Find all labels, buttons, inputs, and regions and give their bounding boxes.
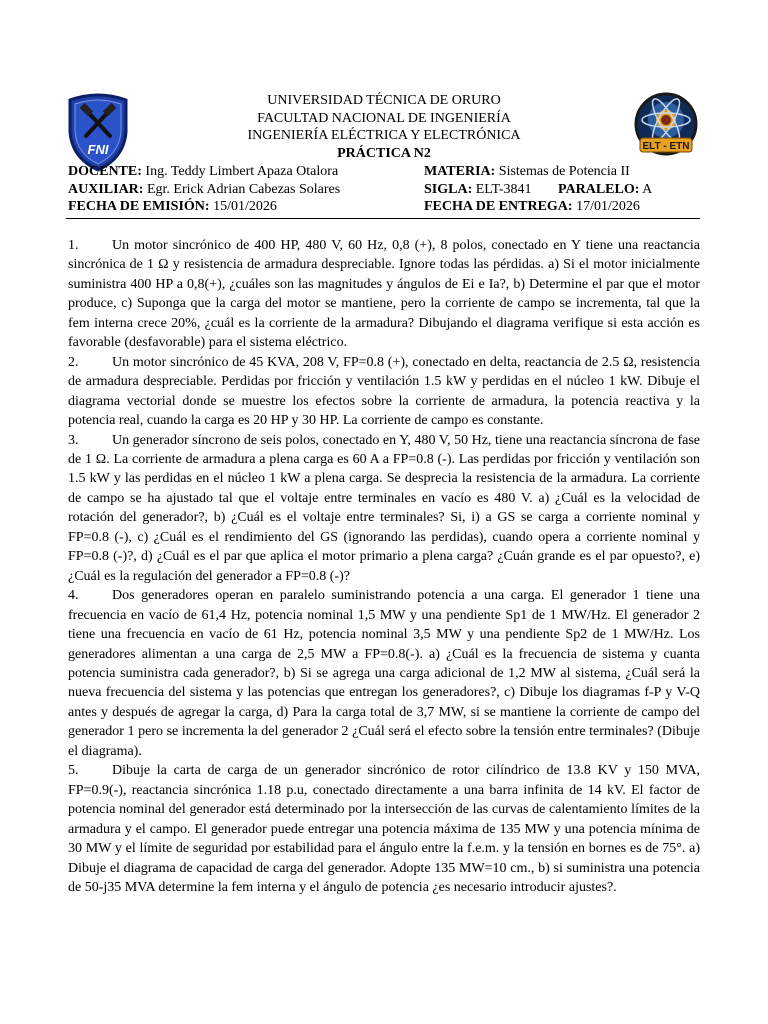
problem-number: 1. — [68, 238, 79, 253]
page-title: PRÁCTICA N2 — [337, 145, 431, 161]
elt-etn-logo-text: ELT - ETN — [642, 141, 690, 152]
sigla-label: SIGLA: — [424, 181, 473, 197]
problem-text: Dos generadores operan en paralelo suministrando potencia a una carga. El generador 1 tiene una frecuencia en vacío de 61,4 Hz, potencia nominal 1,5 MW y una pendiente Sp1 de 1 MW/Hz. El generador 2 tiene una frecuencia en vacío de 61 Hz, potencia nominal 3,5 MW y una pendiente Sp2 de 1 MW/Hz. Los generadores alimentan a una carga de 2,5 MW a FP=0.8(-). a) ¿Cuál es la frecuencia de sistema y cuanta potencia suministra cada generador?, b) Si se agrega una carga adicional de 1,2 MW al sistema, ¿Cuál será la nueva frecuencia del sistema y las potencias que entregan los generadores?, c) Dibuje los diagramas f-P y V-Q antes y después de agregar la carga, d) Para la carga total de 3,7 MW, si se mantiene la corriente de campo del generador 1 pero se incrementa la del generador 2 ¿Cuál será el efecto sobre la tensión entre terminales? (Dibuje el diagrama). — [68, 588, 700, 759]
docente-label: DOCENTE: — [68, 164, 142, 179]
entrega-label: FECHA DE ENTREGA: — [424, 199, 573, 214]
problem-list — [68, 236, 700, 897]
problem-item — [68, 586, 700, 761]
paralelo-label: PARALELO: — [558, 181, 640, 197]
fni-logo-text: FNI — [87, 142, 109, 157]
auxiliar-label: AUXILIAR: — [68, 181, 144, 197]
problem-number: 2. — [68, 354, 79, 370]
meta-row-fechas — [68, 198, 708, 216]
meta-row-docente — [68, 163, 708, 181]
problem-text: Un generador síncrono de seis polos, conectado en Y, 480 V, 50 Hz, tiene una reactancia síncrona de fase de 1 Ω. La corriente de armadura a plena carga es 60 A a FP=0.8 (-). Las perdidas por fricción y ventilación son 1.5 kW y las perdidas en el núcleo 1 kW a plena carga. Se desprecia la resistencia de la armadura. La corriente de campo se ha ajustado tal que el voltaje entre terminales en vacío es 480 V. a) ¿Cuál es la velocidad de rotación del generador?, b) ¿Cuál es el voltaje entre terminales? Si, i) a GS se carga a corriente nominal y FP=0.8 (-), c) ¿Cuál es el rendimiento del GS (ignorando las perdidas), cuando opera a corriente nominal y FP=0.8 (-)?, d) ¿Cuál es el par que aplica el motor primario a plena carga? ¿Cuán grande es el par opuesto?, e) ¿Cuál es la regulación del generador a FP=0.8 (-)? — [68, 432, 700, 584]
problem-number: 4. — [68, 588, 79, 604]
meta-row-auxiliar — [68, 181, 708, 199]
problem-item — [68, 353, 700, 431]
materia-value: Sistemas de Potencia II — [495, 164, 630, 179]
problem-item — [68, 431, 700, 587]
course-info — [68, 163, 708, 216]
problem-text: Un motor sincrónico de 45 KVA, 208 V, FP=0.8 (+), conectado en delta, reactancia de 2.5 Ω, resistencia de armadura despreciable. Perdidas por fricción y ventilación 1.5 kW y perdidas en el núcleo 1 kW. Dibuje el diagrama vectorial donde se muestre los efectos sobre la corriente de armadura, la potencia reactiva y la potencia real, cuando la carga es 20 HP y 30 HP. La corriente de campo es constante. — [68, 354, 700, 429]
docente-value: Ing. Teddy Limbert Apaza Otalora — [141, 164, 339, 179]
problem-text: Un motor sincrónico de 400 HP, 480 V, 60 Hz, 0,8 (+), 8 polos, conectado en Y tiene una reactancia sincrónica de 1 Ω y resistencia de armadura despreciable. Ignore todas las pérdidas. a) Si el motor inicialmente suministra 400 HP a 0,8(+), ¿cuáles son las magnitudes y ángulos de Ei e Ia?, b) Determine el par que el motor produce, c) Suponga que la carga del motor se mantiene, pero la corriente de campo se incrementa, tal que la fem interna crece 20%, ¿cuál es la corriente de la armadura? Dibujando el diagrama verifique si esta acción es favorable (desfavorable) para el sistema eléctrico. — [68, 238, 700, 351]
problem-item — [68, 236, 700, 353]
problem-text: Dibuje la carta de carga de un generador sincrónico de rotor cilíndrico de 13.8 KV y 150 MVA, FP=0.9(-), reactancia sincrónica 1.18 p.u, conectado directamente a una barra infinita de 14 kV. El factor de potencia nominal del generador está determinado por la intersección de las curvas de calentamiento límites de la armadura y el campo. El generador puede entregar una potencia máxima de 135 MW y una potencia mínima de 30 MW y el límite de seguridad por estabilidad para el ángulo entre la f.e.m. y la tensión en bornes es de 75°. a) Dibuje el diagrama de capacidad de carga del generador. Adopte 135 MW=10 cm., b) si suministra una potencia de 50-j35 MVA determine la fem interna y el ángulo de potencia ¿es necesario introducir ajustes?. — [68, 763, 700, 895]
faculty-name: FACULTAD NACIONAL DE INGENIERÍA — [257, 110, 511, 126]
materia-label: MATERIA: — [424, 164, 496, 179]
emision-label: FECHA DE EMISIÓN: — [68, 199, 210, 214]
entrega-value: 17/01/2026 — [572, 199, 640, 214]
emision-value: 15/01/2026 — [209, 199, 277, 214]
problem-number: 3. — [68, 432, 79, 448]
document-header — [0, 92, 768, 162]
auxiliar-value: Egr. Erick Adrian Cabezas Solares — [143, 181, 341, 197]
program-name: INGENIERÍA ELÉCTRICA Y ELECTRÓNICA — [247, 128, 521, 143]
university-name: UNIVERSIDAD TÉCNICA DE ORURO — [267, 93, 501, 108]
paralelo-value: A — [639, 181, 653, 197]
header-divider — [66, 218, 700, 219]
sigla-value: ELT-3841 — [472, 181, 532, 197]
problem-number: 5. — [68, 763, 79, 779]
problem-item — [68, 761, 700, 897]
